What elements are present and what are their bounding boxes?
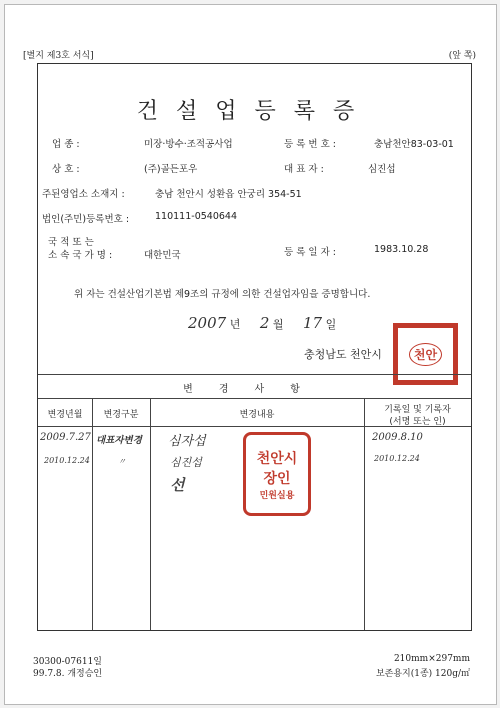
issuer-seal: 천안 xyxy=(393,323,458,385)
side-label: (앞 쪽) xyxy=(448,51,476,61)
office-address-value: 충남 천안시 성환읍 안궁리 354-51 xyxy=(155,189,302,200)
footer-paper-size: 210mm×297mm xyxy=(393,654,470,664)
changes-top-line xyxy=(38,374,471,375)
row1-change-date: 2009.7.27 xyxy=(40,432,91,443)
office-address-label: 주된영업소 소재지 : xyxy=(42,189,125,200)
row1-change-content: 심자섭 xyxy=(168,434,206,449)
column-divider-1 xyxy=(92,398,93,630)
column-recorded-line2: (서명 또는 인) xyxy=(389,417,446,427)
footer-form-number: 30300-07611일 xyxy=(33,657,102,667)
column-change-content: 변경내용 xyxy=(239,410,275,420)
footer-approval: 99.7.8. 개정승인 xyxy=(33,669,103,679)
representative-value: 심진섭 xyxy=(368,164,396,175)
nationality-value: 대한민국 xyxy=(144,250,181,261)
registration-number-label: 등 록 번 호 : xyxy=(284,139,336,150)
registration-date-value: 1983.10.28 xyxy=(374,244,429,255)
form-label: [별지 제3호 서식] xyxy=(23,51,94,61)
trade-name-label: 상 호 : xyxy=(52,164,80,175)
column-recorded-line1: 기록일 및 기록자 xyxy=(384,405,451,415)
certification-text: 위 자는 건설산업기본법 제9조의 규정에 의한 건설업자임을 증명합니다. xyxy=(74,289,371,300)
changes-section-title: 변경사항 xyxy=(183,384,326,395)
column-change-type: 변경구분 xyxy=(103,410,139,420)
corporate-number-label: 법인(주민)등록번호 : xyxy=(42,214,130,225)
change-seal: 천안시 장인 민원실용 xyxy=(243,432,311,516)
row2-change-content: 심진섭 xyxy=(170,456,202,469)
certificate-frame xyxy=(37,63,472,631)
issue-day-handwritten: 17 xyxy=(303,314,323,332)
issue-month-handwritten: 2 xyxy=(259,314,270,332)
certificate-page xyxy=(4,4,497,705)
nationality-label-line2: 소 속 국 가 명 : xyxy=(48,250,113,261)
changes-header-line xyxy=(38,426,471,427)
row1-recorded: 2009.8.10 xyxy=(372,432,423,443)
nationality-label-line1: 국 적 또 는 xyxy=(48,237,94,248)
page-title: 건설업등록증 xyxy=(136,99,373,124)
column-divider-3 xyxy=(364,398,365,630)
footer-paper-type: 보존용지(1종) 120g/㎡ xyxy=(375,669,470,679)
issue-date xyxy=(188,314,336,332)
business-type-value: 미장·방수·조적공사업 xyxy=(144,139,233,150)
business-type-label: 업 종 : xyxy=(52,139,80,150)
row2-recorded: 2010.12.24 xyxy=(374,454,420,463)
row2-change-date: 2010.12.24 xyxy=(44,456,90,465)
representative-label: 대 표 자 : xyxy=(284,164,324,175)
issue-year-unit: 년 xyxy=(229,318,241,331)
issue-year-handwritten: 2007 xyxy=(188,314,227,332)
corporate-number-value: 110111-0540644 xyxy=(155,211,238,222)
extra-handwriting: 선 xyxy=(170,476,185,494)
changes-title-line xyxy=(38,398,471,399)
column-change-date: 변경년월 xyxy=(47,410,83,420)
issue-month-unit: 월 xyxy=(272,318,284,331)
registration-date-label: 등 록 일 자 : xyxy=(284,247,336,258)
trade-name-value: (주)골든포우 xyxy=(144,164,198,175)
column-divider-2 xyxy=(150,398,151,630)
registration-number-value: 충남천안83-03-01 xyxy=(374,139,454,150)
issuer-name: 충청남도 천안시 xyxy=(304,348,382,361)
row2-change-type: 〃 xyxy=(118,457,126,466)
row1-change-type: 대표자변경 xyxy=(96,435,142,446)
issue-day-unit: 일 xyxy=(325,318,337,331)
